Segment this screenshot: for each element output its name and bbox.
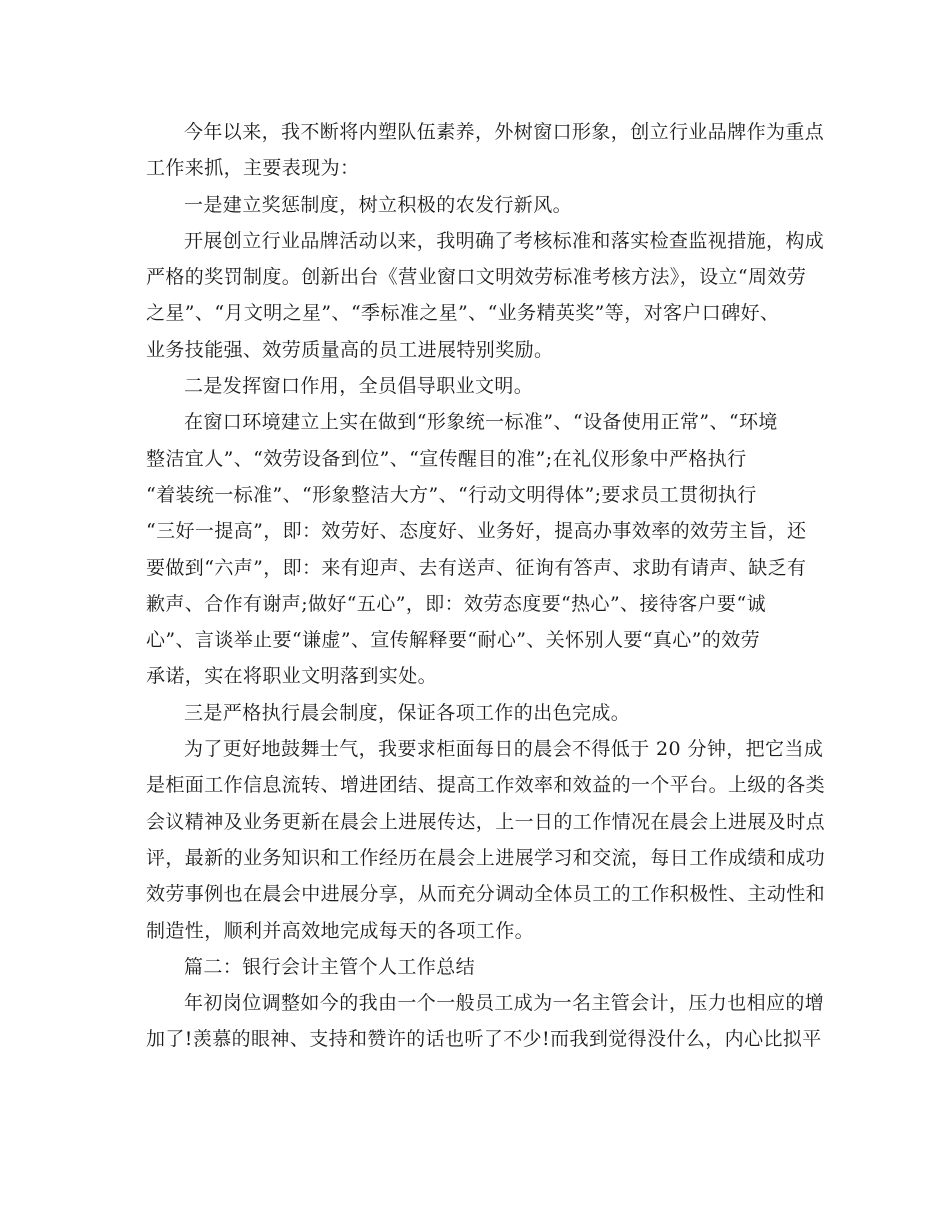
section-heading: 二是发挥窗口作用，全员倡导职业文明。 bbox=[184, 375, 534, 398]
text-line: 歉声、合作有谢声;做好“五心”，即：效劳态度要“热心”、接待客户要“诚 bbox=[146, 592, 766, 615]
text-line: 承诺，实在将职业文明落到实处。 bbox=[146, 665, 438, 688]
text-line: 要做到“六声”，即：来有迎声、去有送声、征询有答声、求助有请声、缺乏有 bbox=[146, 556, 807, 579]
text-line: 为了更好地鼓舞士气，我要求柜面每日的晨会不得低于 20 分钟，把它当成 bbox=[184, 738, 824, 761]
text-line: 评，最新的业务知识和工作经历在晨会上进展学习和交流，每日工作成绩和成功 bbox=[146, 846, 826, 869]
text-line: 制造性，顺利并高效地完成每天的各项工作。 bbox=[146, 919, 535, 942]
text-line: 开展创立行业品牌活动以来，我明确了考核标准和落实检查监视措施，构成 bbox=[184, 229, 825, 252]
text-line: 心”、言谈举止要“谦虚”、宣传解释要“耐心”、关怀别人要“真心”的效劳 bbox=[146, 629, 760, 652]
document-body bbox=[146, 114, 826, 1058]
text-line: 整洁宜人”、“效劳设备到位”、“宣传醒目的准”;在礼仪形象中严格执行 bbox=[146, 447, 747, 470]
text-line: 会议精神及业务更新在晨会上进展传达，上一日的工作情况在晨会上进展及时点 bbox=[146, 810, 826, 833]
section-heading: 三是严格执行晨会制度，保证各项工作的出色完成。 bbox=[184, 701, 631, 724]
text-line: 严格的奖罚制度。创新出台《营业窗口文明效劳标准考核方法》，设立“周效劳 bbox=[146, 266, 807, 289]
text-line: 今年以来，我不断将内塑队伍素养，外树窗口形象，创立行业品牌作为重点 bbox=[184, 121, 825, 143]
section-heading: 一是建立奖惩制度，树立积极的农发行新风。 bbox=[184, 193, 573, 216]
text-line: 年初岗位调整如今的我由一个一般员工成为一名主管会计，压力也相应的增 bbox=[184, 992, 825, 1015]
text-line: 在窗口环境建立上实在做到“形象统一标准”、“设备使用正常”、“环境 bbox=[184, 411, 778, 434]
text-line: 效劳事例也在晨会中进展分享，从而充分调动全体员工的工作积极性、主动性和 bbox=[146, 883, 826, 906]
text-line: 工作来抓，主要表现为： bbox=[146, 157, 360, 180]
text-line: “着装统一标准”、“形象整洁大方”、“行动文明得体”;要求员工贯彻执行 bbox=[146, 483, 757, 506]
text-line: “三好一提高”，即：效劳好、态度好、业务好，提高办事效率的效劳主旨，还 bbox=[146, 520, 807, 543]
text-line: 是柜面工作信息流转、增进团结、提高工作效率和效益的一个平台。上级的各类 bbox=[146, 774, 826, 797]
text-line: 业务技能强、效劳质量高的员工进展特别奖励。 bbox=[146, 338, 554, 361]
article-title: 篇二：银行会计主管个人工作总结 bbox=[184, 955, 476, 978]
text-line: 之星”、“月文明之星”、“季标准之星”、“业务精英奖”等，对客户口碑好、 bbox=[146, 302, 780, 325]
text-line: 加了!羡慕的眼神、支持和赞许的话也听了不少!而我到觉得没什么，内心比拟平 bbox=[146, 1028, 822, 1051]
